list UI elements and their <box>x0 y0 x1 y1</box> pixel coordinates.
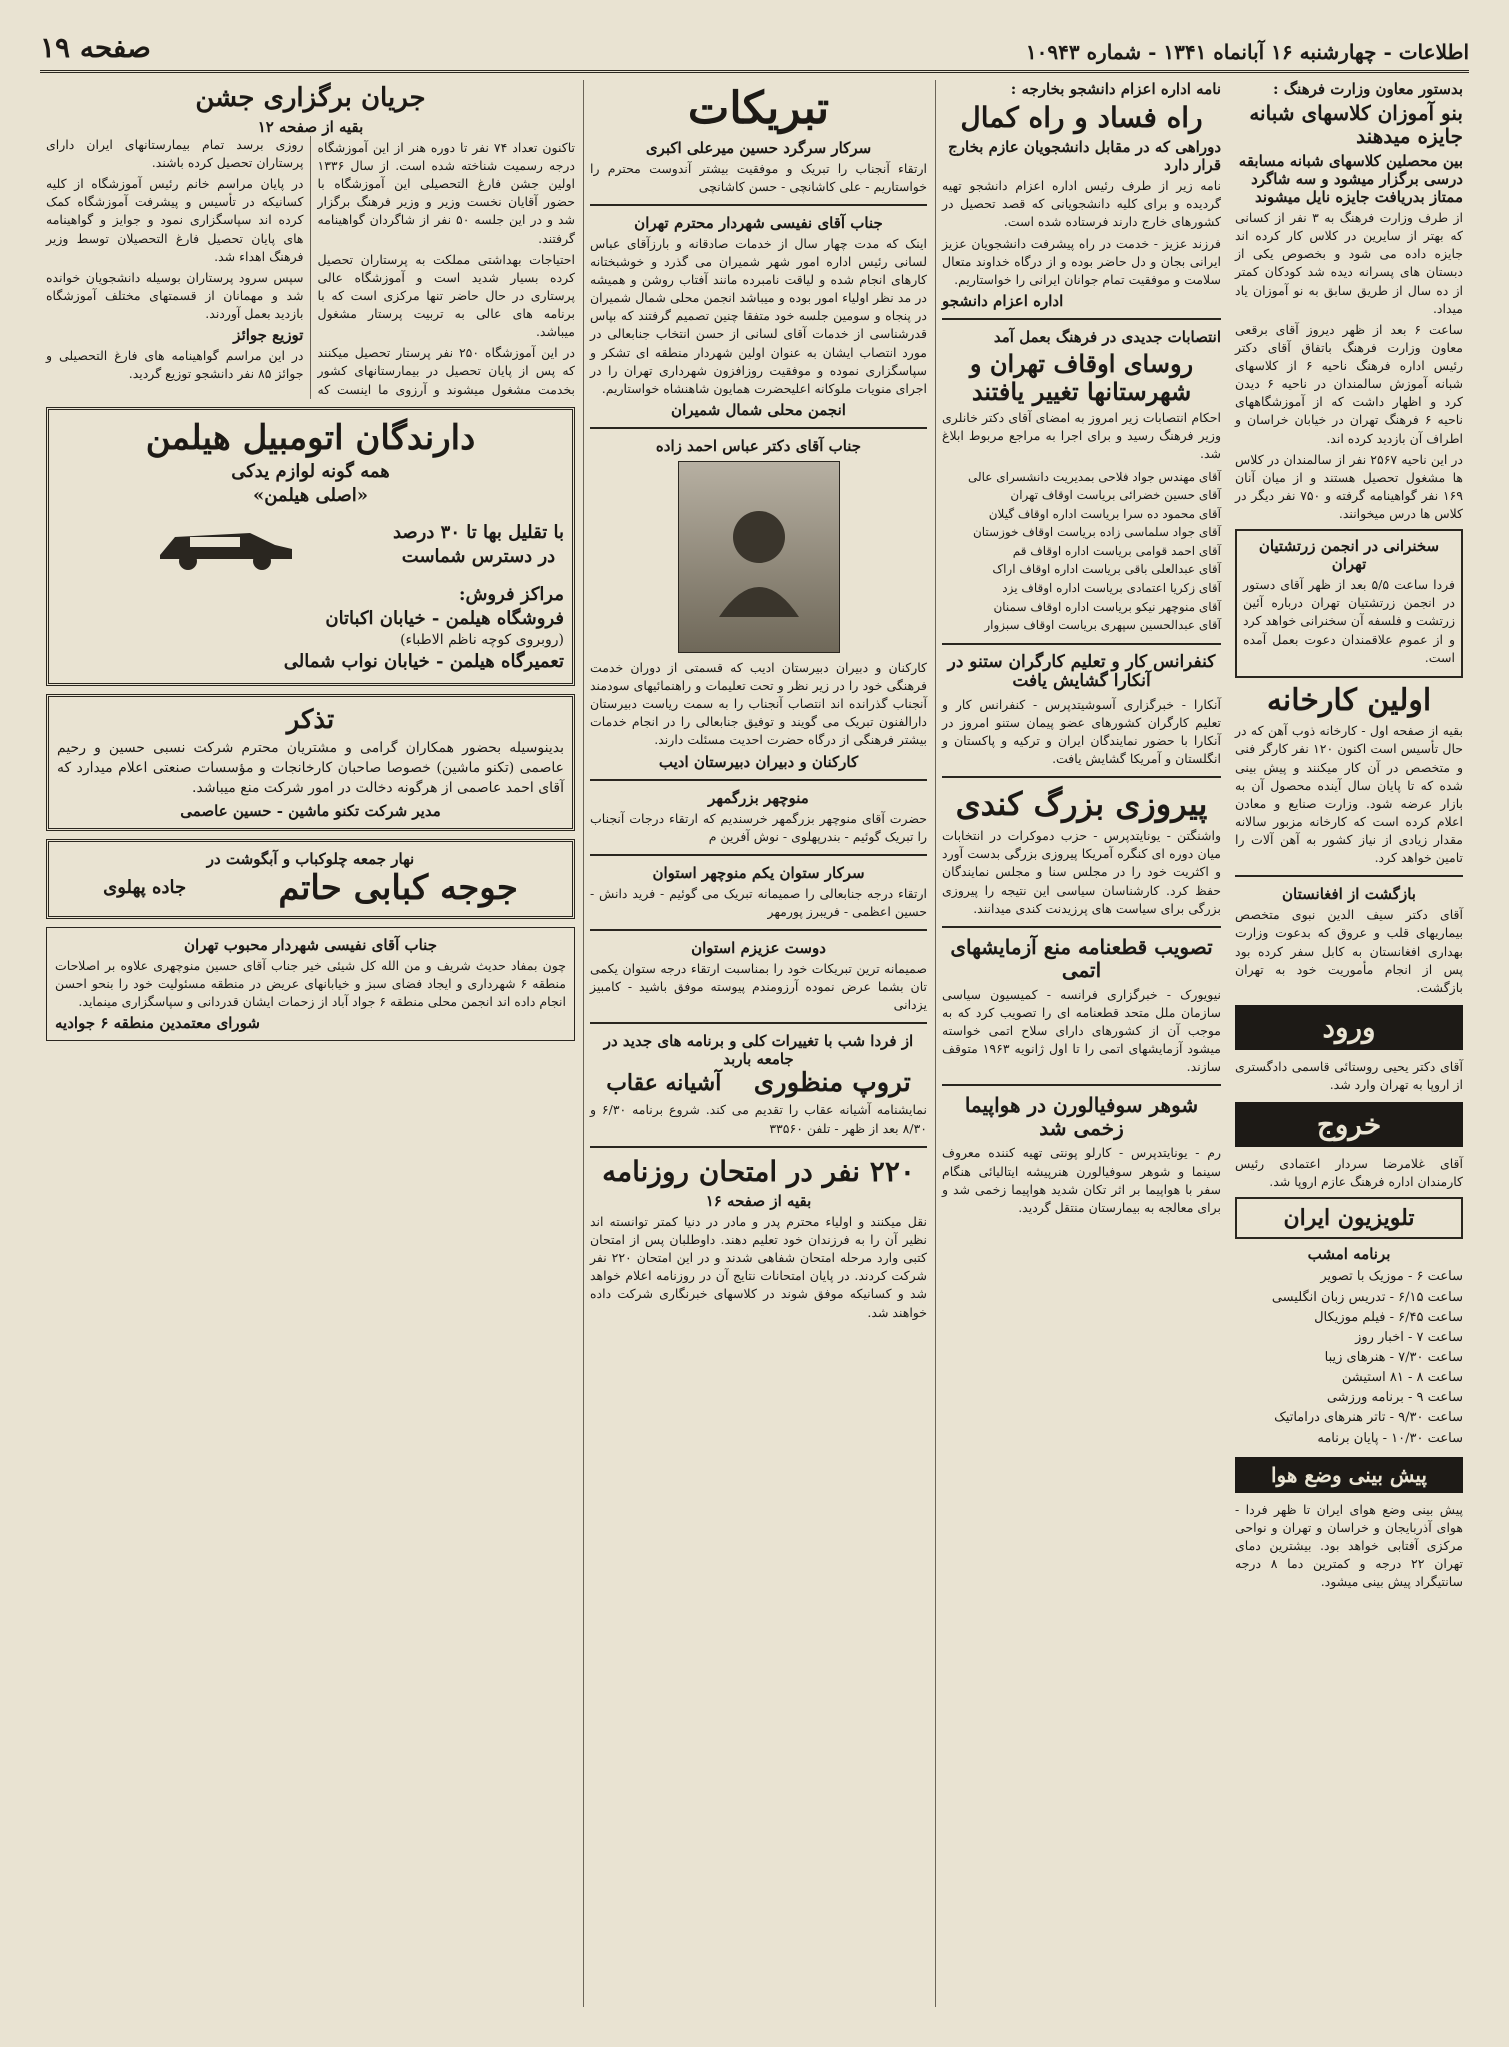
greeting-body: کارکنان و دبیران دبیرستان ادیب که قسمتی از دوران خدمت فرهنگی خود را در زیر نظر و تحت تعلیمات و راهنمائیهای سودمند آنجناب گذرانده اند انتصاب آنجناب را به سمت ریاست دبیرستان دارالفنون تبریک می گویند و توفیق جنابعالی را در انجام خدمات بیشتر فرهنگی از درگاه حضرت احدیت مسئلت دارند. <box>590 659 927 748</box>
article-body: فرزند عزیز - خدمت در راه پیشرفت دانشجویان عزیز ایرانی بجان و دل حاضر بوده و از درگاه خداوند متعال سلامت و موفقیت تمام جوانان ایرانی را خواستاریم. <box>942 235 1221 287</box>
page-number: صفحه ۱۹ <box>40 31 151 64</box>
appointment-item: آقای مهندس جواد فلاحی بمدیریت دانشسرای عالی <box>967 469 1221 484</box>
restaurant-kicker: نهار جمعه چلوکباب و آبگوشت در <box>206 849 415 868</box>
greeting-title: دوست عزیزم استوان <box>691 939 826 958</box>
article-body: نامه زیر از طرف رئیس اداره اعزام دانشجو تهیه گردیده و برای کلیه دانشجویانی که قصد تحصیل در کشورهای خارج دارند فرستاده شده است. <box>942 178 1221 230</box>
awards-body: در این مراسم گواهینامه های فارغ التحصیلی و جوائز ۸۵ نفر دانشجو توزیع گردید. <box>46 348 304 382</box>
greeting-body: صمیمانه ترین تبریکات خود را بمناسبت ارتقاء درجه ستوان یکمی تان بشما عرض نموده آرزومندم پیوسته موفق باشید - کامبیز یزدانی <box>590 961 927 1013</box>
plane-body: رم - یونایتدپرس - کارلو پونتی تهیه کننده معروف سینما و شوهر سوفیالورن هنرپیشه ایتالیائی هنگام سفر با هواپیما بر اثر تکان شدید هواپیما زخمی شد و برای معالجه به بیمارستان منتقل گردید. <box>942 1145 1221 1215</box>
kennedy-body: واشنگتن - یونایتدپرس - حزب دموکرات در انتخابات میان دوره ای کنگره آمریکا پیروزی بزرگی بدست آورد و اکثریت خود را در مجلس سنا و مجلس نمایندگان حفظ کرد. کارشناسان سیاسی این نتیجه را پیروزی بزرگی برای سیاست های پرزیدنت کندی میدانند. <box>942 828 1221 916</box>
tv-item: ساعت ۶/۱۵ - تدریس زبان انگلیسی <box>1271 1289 1463 1305</box>
festival-article <box>46 84 575 399</box>
article-body: از طرف وزارت فرهنگ به ۳ نفر از کسانی که بهتر از سایرین در کلاس کار کرده اند جایزه داده می شود و بخصوص یکی از دبستان های پسرانه دیده شد کودکان کمتر از ده سال از طریق سابق به نو آموزان یاد میداد. <box>1235 210 1463 316</box>
awards-title: توزیع جوائز <box>233 326 304 345</box>
appointment-item: آقای منوچهر نیکو بریاست اداره اوقاف سمنان <box>993 599 1221 614</box>
theater-play: آشیانه عقاب <box>606 1070 722 1097</box>
column-2 <box>935 80 1227 2007</box>
festival-body: احتیاجات بهداشتی مملکت به پرستاران تحصیل کرده بسیار شدید است و آموزشگاه عالی پرستاری در حال حاضر تنها مرکزی است که با برنامه های عالی به تربیت پرستار مشغول میباشد. <box>317 251 575 340</box>
appointment-item: آقای حسین خضرائی بریاست اوقاف تهران <box>1010 488 1221 503</box>
car-icon <box>150 515 300 575</box>
tv-item: ساعت ۹/۳۰ - تاتر هنرهای دراماتیک <box>1274 1410 1463 1426</box>
tv-item: ساعت ۷ - اخبار روز <box>1355 1329 1463 1345</box>
greeting-title: منوچهر بزرگمهر <box>708 788 809 807</box>
thanks-body: چون بمفاد حدیث شریف و من الله کل شیئی خیر جناب آقای حسین منوچهری علاوه بر اصلاحات منطقه ۶ شهرداری و ایجاد فضای سبز و خیابانهای عریض در منطقه مسئولیت خود را بنحو احسن انجام داده اند انجمن محلی منطقه ۶ جواد آباد از زحمات ایشان قدردانی و سپاسگزاری مینماید. <box>55 957 566 1009</box>
appointment-item: آقای عبدالعلی باقی بریاست اداره اوقاف اراک <box>992 562 1221 577</box>
notice-ad <box>46 694 575 831</box>
festival-headline: جریان برگزاری جشن <box>195 83 426 113</box>
column-3 <box>583 80 933 2007</box>
column-4 <box>40 80 581 2007</box>
arrival-body: آقای دکتر یحیی روستائی قاسمی دادگستری از اروپا به تهران وارد شد. <box>1235 1058 1463 1092</box>
restaurant-address: جاده پهلوی <box>103 877 187 899</box>
departure-body: آقای غلامرضا سردار اعتمادی رئیس کارمندان اداره فرهنگ عازم اروپا شد. <box>1235 1156 1463 1190</box>
festival-columns <box>46 136 575 399</box>
afghan-headline: بازگشت از افغانستان <box>1282 885 1416 904</box>
hillman-ad-title: دارندگان اتومبیل هیلمن <box>145 417 476 458</box>
theater-header <box>590 1068 927 1098</box>
greeting-title: سرکار ستوان یکم منوچهر استوان <box>652 863 865 882</box>
portrait-photo <box>678 461 840 653</box>
greeting-body: حضرت آقای منوچهر بزرگمهر خرسندیم که ارتقاء درجات آنجناب را تبریک گوئیم - بندرپهلوی - نوش آفرین م <box>590 810 927 844</box>
resolution-headline: تصویب قطعنامه منع آزمایشهای اتمی <box>950 934 1213 982</box>
hillman-ad-line: «اصلی هیلمن» <box>252 484 368 506</box>
article-signature: اداره اعزام دانشجو <box>942 291 1064 310</box>
arrival-badge: ورود <box>1235 1005 1463 1050</box>
plane-headline: شوهر سوفیالورن در هواپیما زخمی شد <box>964 1093 1199 1141</box>
lecture-box <box>1235 529 1463 678</box>
greeting-title: جناب آقای دکتر عباس احمد زاده <box>655 436 862 455</box>
kennedy-headline: پیروزی بزرگ کندی <box>955 785 1208 824</box>
appointments-kicker: انتصابات جدیدی در فرهنگ بعمل آمد <box>993 327 1221 346</box>
greeting-signature: انجمن محلی شمال شمیران <box>671 400 846 419</box>
hillman-shop: تعمیرگاه هیلمن - خیابان نواب شمالی <box>283 650 564 672</box>
restaurant-ad <box>46 839 575 919</box>
hillman-ad-middle <box>57 509 564 581</box>
exam-headline: ۲۲۰ نفر در امتحان روزنامه <box>602 1154 915 1188</box>
masthead <box>40 14 1469 73</box>
thanks-title: جناب آقای نفیسی شهردار محبوب تهران <box>184 935 437 954</box>
hillman-ad <box>46 407 575 686</box>
hillman-ad-line: همه گونه لوازم یدکی <box>231 460 390 482</box>
lecture-title: سخنرانی در انجمن زرتشتیان تهران <box>1258 537 1440 574</box>
theater-kicker: از فردا شب با تغییرات کلی و برنامه های جدید در جامعه باربد <box>603 1032 914 1069</box>
hillman-shop-note: (روبروی کوچه ناظم الاطباء) <box>400 631 564 648</box>
article-headline: بنو آموزان کلاسهای شبانه جایزه میدهند <box>1249 101 1463 148</box>
tv-item: ساعت ۸ - ۸۱ استیشن <box>1341 1370 1463 1386</box>
appointment-item: آقای جواد سلماسی زاده بریاست اوقاف خوزستان <box>972 525 1221 540</box>
factory-headline: اولین کارخانه <box>1266 682 1432 718</box>
notice-sign: مدیر شرکت تکنو ماشین - حسین عاصمی <box>180 801 441 820</box>
tv-item: ساعت ۷/۳۰ - هنرهای زیبا <box>1324 1349 1463 1365</box>
greeting-body: ارتقاء درجه جنابعالی را صمیمانه تبریک می گوئیم - فرید دانش - حسین اعظمی - فریبرز پورمهر <box>590 885 927 919</box>
festival-body: در این آموزشگاه ۲۵۰ نفر پرستار تحصیل میکنند که پس از پایان تحصیل در بیمارستانهای کشور بخدمت مشغول میشوند و آرزوی ما اینست که روزی برسد تمام بیمارستانهای ایران دارای پرستاران تحصیل کرده باشند. <box>46 136 575 397</box>
festival-kicker: بقیه از صفحه ۱۲ <box>257 117 364 136</box>
hillman-shop: فروشگاه هیلمن - خیابان اکباتان <box>325 607 564 629</box>
article-headline: راه فساد و راه کمال <box>960 101 1203 134</box>
conference-body: آنکارا - خبرگزاری آسوشیتدپرس - کنفرانس کار و تعلیم کارگران کشورهای عضو پیمان ستنو امروز در آنکارا با حضور نمایندگان ایران و ترکیه و پاکستان و انگلستان و آمریکا گشایش یافت. <box>942 696 1221 767</box>
notice-body: بدینوسیله بحضور همکاران گرامی و مشتریان محترم شرکت نسبی حسین و رحیم عاصمی (تکنو ماشین) خصوصا صاحبان کارخانجات و مؤسسات صنعتی اعلام میدارد که آقای احمد عاصمی از هرگونه دخالت در امور شرکت منع میباشد. <box>57 739 564 797</box>
article-kicker: بدستور معاون وزارت فرهنگ : <box>1273 80 1463 98</box>
hillman-ad-offer <box>393 519 564 570</box>
article-body: ساعت ۶ بعد از ظهر دیروز آقای برقعی معاون وزارت فرهنگ باتفاق آقای دکتر رئیس اداره فرهنگ ناحیه ۶ از کلاسهای شبانه آموزش سالمندان در ناحیه ۶ دیدن کرد و اظهار داشت که از آموزشگاههای ناحیه ۶ فرهنگ تهران در خیابان خراسان و اطراف آن بازدید کرده اند. <box>1235 321 1463 446</box>
exam-body: نقل میکنند و اولیاء محترم پدر و مادر در دنیا کمتر توانسته اند نظیر آن را به فرزندان خود تعلیم دهند. داوطلبان پس از امتحان کتبی وارد مرحله امتحان شفاهی شدند و در این امتحان ۲۲۰ نفر شرکت کردند. در پایان امتحانات نتایج آن در روزنامه اعلام خواهد شد و کسانیکه موفق شوند در کلاسهای خبرنگاری شرکت داده خواهند شد. <box>590 1213 927 1320</box>
hillman-ad-line: با تقلیل بها تا ۳۰ درصد <box>392 522 564 544</box>
theater-title: تروپ منظوری <box>753 1068 911 1099</box>
tv-schedule <box>1235 1267 1463 1448</box>
tv-title: برنامه امشب <box>1307 1245 1391 1264</box>
article-kicker: نامه اداره اعزام دانشجو بخارجه : <box>1010 80 1221 98</box>
appointments-list <box>942 468 1221 635</box>
thanks-sign: شورای معتمدین منطقه ۶ جوادیه <box>55 1013 260 1032</box>
departure-badge: خروج <box>1235 1102 1463 1147</box>
festival-body: در پایان مراسم خانم رئیس آموزشگاه از کلیه کسانیکه در تأسیس و پیشرفت آموزشگاه کمک کرده اند سپاسگزاری نمود و جوایز و گواهینامه های پایان تحصیل فارغ التحصیلان توسط وزیر فرهنگ اهداء شد. <box>46 176 304 264</box>
appointment-item: آقای عبدالحسین سپهری بریاست اوقاف سبزوار <box>984 618 1221 633</box>
greeting-body: اینک که مدت چهار سال از خدمات صادقانه و بارزآقای عباس لسانی رئیس اداره امور شهر شمیران می گذرد و خوشبختانه کارهای انجام شده و لیاقت نامبرده مانند آفتاب روشن و همیشه در مد نظر اولیاء امور بوده و میباشد انجمن محلی شمال شمیران در پنجاه و سومین جلسه خود متفقا چنین تصمیم گرفتند که بپاس قدرشناسی از خدمات آقای لسانی از حسن انتخاب جنابعالی در مورد انتصاب ایشان به عنوان اولین شهردار منطقه ای تشکر و سپاسگزاری نموده و موفقیت روزافزون شهرداری تهران را در اجرای منویات ملوکانه اعلیحضرت همایون شاهنشاه خواستاریم. <box>590 235 927 396</box>
greeting-title: جناب آقای نفیسی شهردار محترم تهران <box>634 213 883 232</box>
weather-body: پیش بینی وضع هوای ایران تا ظهر فردا - هوای آذربایجان و خراسان و تهران و نواحی مرکزی آفتابی خواهد بود. بیشترین دمای تهران ۲۲ درجه و کمترین دما ۸ درجه سانتیگراد پیش بینی میشود. <box>1235 1501 1463 1590</box>
issue-info: اطلاعات - چهارشنبه ۱۶ آبانماه ۱۳۴۱ - شماره ۱۰۹۴۳ <box>1025 40 1469 64</box>
festival-body: تاکنون تعداد ۷۴ نفر تا دوره هنر از این آموزشگاه درجه رسمیت شناخته شده است. از سال ۱۳۳۶ اولین جشن فارغ التحصیلی این آموزشگاه با حضور آقایان نخست وزیر و وزیر فرهنگ برگزار شد و در این جلسه ۵۰ نفر از شاگردان گواهینامه گرفتند. <box>317 139 575 246</box>
restaurant-title: جوجه کبابی حاتم <box>278 867 518 908</box>
article-subhead: دوراهی که در مقابل دانشجویان عازم بخارج قرار دارد <box>948 138 1221 175</box>
exam-kicker: بقیه از صفحه ۱۶ <box>705 1191 812 1210</box>
resolution-body: نیویورک - خبرگزاری فرانسه - کمیسیون سیاسی سازمان ملل متحد قطعنامه ای را تصویب کرد که به موجب آن از کشورهای دارای سلاح اتمی خواسته میشود آزمایشهای اتمی را تا اول ژانویه ۱۹۶۳ متوقف سازند. <box>942 986 1221 1075</box>
weather-badge: پیش بینی وضع هوا <box>1235 1457 1463 1493</box>
greeting-title: سرکار سرگرد حسین میرعلی اکبری <box>645 138 872 157</box>
tv-item: ساعت ۹ - برنامه ورزشی <box>1326 1390 1463 1406</box>
greeting-signature: کارکنان و دبیران دبیرستان ادیب <box>658 752 859 771</box>
greetings-headline: تبریکات <box>687 83 830 134</box>
theater-body: نمایشنامه آشیانه عقاب را تقدیم می کند. شروع برنامه ۶/۳۰ و ۸/۳۰ بعد از ظهر - تلفن ۳۳۵۶۰ <box>590 1102 927 1136</box>
lecture-body: فردا ساعت ۵/۵ بعد از ظهر آقای دستور در انجمن زرتشتیان تهران درباره آئین زرتشت و فلسفه آن سخنرانی خواهد کرد و از عموم علاقمندان دعوت بعمل آمده است. <box>1243 577 1456 665</box>
column-1 <box>1229 80 1469 2007</box>
portrait-icon <box>714 497 804 617</box>
tv-item: ساعت ۶ - موزیک با تصویر <box>1320 1269 1463 1285</box>
conference-headline: کنفرانس کار و تعلیم کارگران ستنو در آنکارا گشایش یافت <box>947 651 1216 692</box>
greeting-body: ارتقاء آنجناب را تبریک و موفقیت بیشتر آندوست محترم را خواستاریم - علی کاشانچی - حسن کاشانچی <box>590 160 927 194</box>
afghan-body: آقای دکتر سیف الدین نبوی متخصص بیماریهای قلب و عروق که بدعوت وزارت بهداری افغانستان به کابل سفر کرده بود پس از انجام مأموریت خود به تهران بازگشت. <box>1235 907 1463 995</box>
restaurant-header <box>57 868 564 908</box>
article-body: در این ناحیه ۲۵۶۷ نفر از سالمندان در کلاس ها مشغول تحصیل هستند و از میان آنان ۱۶۹ نفر گواهینامه گرفته و ۷۵۰ نفر دیگر در کلاس ها درس میخوانند. <box>1235 451 1463 521</box>
thanks-ad <box>46 927 575 1041</box>
appointment-item: آقای محمود ده سرا بریاست اداره اوقاف گیلان <box>988 506 1221 521</box>
hillman-ad-line: در دسترس شماست <box>401 546 556 568</box>
appointments-headline: روسای اوقاف تهران و شهرستانها تغییر یافتند <box>969 348 1194 406</box>
notice-title: تذکر <box>286 704 335 735</box>
tv-item: ساعت ۱۰/۳۰ - پایان برنامه <box>1317 1430 1463 1446</box>
factory-body: بقیه از صفحه اول - کارخانه ذوب آهن که در حال تأسیس است اکنون ۱۲۰ نفر کارگر فنی و متخصص در آن کار میکنند و پیش بینی شده که تا پایان سال آینده محصول آن به بازار عرضه شود. وزارت صنایع و معادن اعلام کرده است که کارخانه مزبور سالانه مقدار زیادی از نیاز کشور به آهن آلات را تامین خواهد کرد. <box>1235 723 1463 866</box>
tv-item: ساعت ۶/۴۵ - فیلم موزیکال <box>1314 1309 1463 1325</box>
article-subhead: بین محصلین کلاسهای شبانه مسابقه درسی برگزار میشود و سه شاگرد ممتاز بدریافت جایزه نایل میشوند <box>1238 152 1463 206</box>
festival-body: سپس سرود پرستاران بوسیله دانشجویان خوانده شد و مهمانان از قسمتهای مختلف آموزشگاه بازدید بعمل آوردند. <box>46 269 304 322</box>
tv-badge: تلویزیون ایران <box>1235 1197 1463 1239</box>
appointment-item: آقای احمد قوامی بریاست اداره اوقاف قم <box>1012 543 1221 558</box>
appointments-body: احکام انتصابات زیر امروز به امضای آقای دکتر خانلری وزیر فرهنگ رسید و برای اجرا به مراجع مربوط ابلاغ شد. <box>942 410 1221 462</box>
hillman-ad-centers: مراکز فروش: <box>458 583 564 605</box>
appointment-item: آقای زکریا اعتمادی بریاست اداره اوقاف یزد <box>1002 581 1221 596</box>
